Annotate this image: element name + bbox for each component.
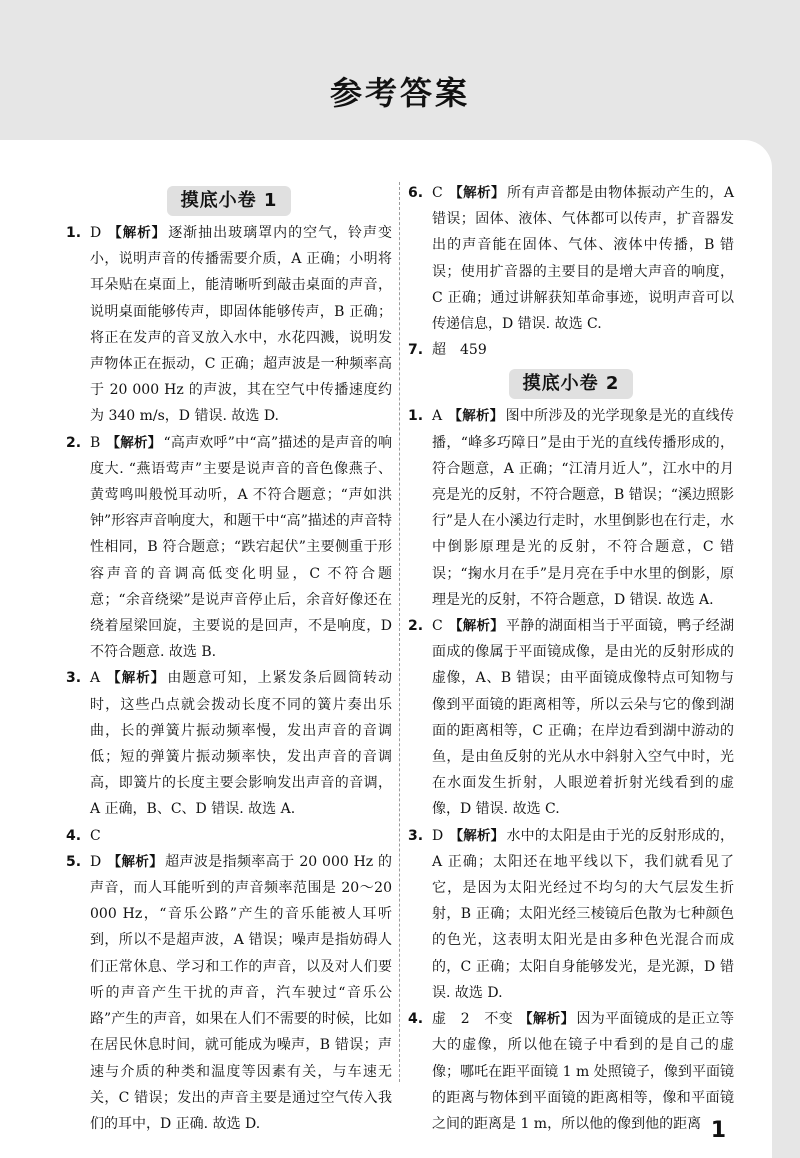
answer-item bbox=[66, 665, 392, 822]
question-number: 5. bbox=[66, 853, 82, 870]
page-number: 1 bbox=[710, 1118, 726, 1143]
answer-item bbox=[408, 180, 734, 337]
section-title: 摸底小卷 1 bbox=[167, 186, 292, 216]
answer-item bbox=[66, 430, 392, 666]
answer-item bbox=[408, 403, 734, 613]
analysis-tag: 【解析】 bbox=[448, 408, 504, 425]
answer-item bbox=[408, 823, 734, 1006]
answer-item bbox=[66, 849, 392, 1137]
analysis-text: 超声波是指频率高于 20 000 Hz 的声音，而人耳能听到的声音频率范围是 20～20 000 Hz，“音乐公路”产生的音乐能被人耳听到，所以不是超声波，A 错误；噪声是指妨碍人们正常休息、学习和工作的声音，以及对人们要听的声音产生干扰的声音，汽车驶过“音乐公路”产生的声音，如果在人们不需要的时候，比如在居民休息时间，就可能成为噪声，B 错误；声速与介质的种类和温度等因素有关，与车速无关，C 错误；发出的声音主要是通过空气传入我们的耳中，D 正确. 故选 D. bbox=[90, 853, 393, 1132]
question-number: 2. bbox=[66, 434, 82, 451]
answer-choice: C bbox=[432, 185, 443, 201]
answer-choice: C bbox=[432, 618, 443, 635]
analysis-tag: 【解析】 bbox=[448, 618, 505, 635]
question-number: 3. bbox=[66, 670, 82, 687]
analysis-text: 因为平面镜成的是正立等大的虚像，所以他在镜子中看到的是自己的虚像；哪吒在距平面镜 1 m 处照镜子，像到平面镜的距离与物体到平面镜的距离相等，像和平面镜之间的距离是 1 m，所以他的像到他的距离 bbox=[432, 1011, 734, 1132]
answer-choice: D bbox=[90, 853, 102, 870]
question-number: 6. bbox=[408, 185, 424, 201]
analysis-text: 逐渐抽出玻璃罩内的空气，铃声变小，说明声音的传播需要介质，A 正确；小明将耳朵贴在桌面上，能清晰听到敲击桌面的声音，说明桌面能够传声，即固体能够传声，B 正确；将正在发声的音叉放入水中，水花四溅，说明发声物体正在振动，C 正确；超声波是一种频率高于 20 000 Hz 的声波，其在空气中传播速度约为 340 m/s，D 错误. 故选 D. bbox=[90, 225, 393, 425]
question-number: 3. bbox=[408, 827, 424, 844]
question-number: 4. bbox=[408, 1011, 424, 1028]
analysis-tag: 【解析】 bbox=[519, 1011, 575, 1028]
answer-choice: D bbox=[432, 827, 444, 844]
question-number: 2. bbox=[408, 618, 424, 635]
analysis-text: 由题意可知，上紧发条后圆筒转动时，这些凸点就会拨动长度不同的簧片奏出乐曲，长的弹簧片振动频率慢，发出声音的音调低；短的弹簧片振动频率快，发出声音的音调高，即簧片的长度主要会影响发出声音的音调，A 正确，B、C、D 错误. 故选 A. bbox=[90, 670, 393, 818]
question-number: 1. bbox=[66, 225, 82, 241]
analysis-text: “高声欢呼”中“高”描述的是声音的响度大. “燕语莺声”主要是说声音的音色像燕子、黄莺鸣叫般悦耳动听，A 不符合题意；“声如洪钟”形容声音响度大，和题干中“高”描述的声音特性相同，B 符合题意；“跌宕起伏”主要侧重于形容声音的音调高低变化明显，C 不符合题意；“余音绕梁”是说声音停止后，余音好像还在绕着屋梁回旋，主要说的是回声，不是响度，D 不符合题意. 故选 B. bbox=[90, 434, 392, 661]
section-header-1 bbox=[66, 182, 392, 220]
section-title: 摸底小卷 2 bbox=[509, 369, 634, 399]
question-number: 4. bbox=[66, 827, 82, 844]
answer-item bbox=[408, 613, 734, 823]
analysis-text: 所有声音都是由物体振动产生的，A 错误；固体、液体、气体都可以传声，扩音器发出的声音能在固体、气体、液体中传播，B 错误；使用扩音器的主要目的是增大声音的响度，C 正确；通过讲解获知革命事迹，说明声音可以传递信息，D 错误. 故选 C. bbox=[432, 185, 734, 333]
page-title: 参考答案 bbox=[329, 74, 470, 112]
analysis-text: 平静的湖面相当于平面镜，鸭子经湖面成的像属于平面镜成像，是由光的反射形成的虚像，A、B 错误；由平面镜成像特点可知物与像到平面镜的距离相等，所以云朵与它的像到湖面的距离相等，C 正确；在岸边看到湖中游动的鱼，是由鱼反射的光从水中斜射入空气中时，光在水面发生折射，人眼逆着折射光线看到的虚像，D 错误. 故选 C. bbox=[432, 618, 735, 818]
left-column bbox=[66, 180, 392, 1137]
question-number: 7. bbox=[408, 342, 424, 359]
analysis-tag: 【解析】 bbox=[448, 185, 506, 201]
analysis-text: 图中所涉及的光学现象是光的直线传播，“峰多巧障日”是由于光的直线传播形成的，符合题意，A 正确；“江清月近人”，江水中的月亮是光的反射，不符合题意，B 错误；“溪边照影行”是人在小溪边行走时，水里倒影也在行走，水中倒影原理是光的反射，不符合题意，C 错误；“掬水月在手”是月亮在手中水里的倒影，原理是光的反射，不符合题意，D 错误. 故选 A. bbox=[432, 408, 734, 608]
answer-choice: A bbox=[90, 670, 101, 687]
column-divider bbox=[399, 182, 400, 1082]
answer-item bbox=[408, 1006, 734, 1137]
answer-choice: 超 459 bbox=[432, 342, 487, 359]
right-column bbox=[408, 180, 734, 1137]
question-number: 1. bbox=[408, 408, 424, 425]
answer-choice: A bbox=[432, 408, 443, 425]
answer-choice: C bbox=[90, 827, 101, 844]
answer-choice: 虚 2 不变 bbox=[432, 1011, 514, 1028]
answer-choice: D bbox=[90, 225, 102, 241]
answer-item bbox=[66, 220, 392, 430]
analysis-tag: 【解析】 bbox=[107, 853, 164, 870]
analysis-tag: 【解析】 bbox=[107, 225, 167, 241]
answer-item bbox=[408, 337, 734, 363]
analysis-tag: 【解析】 bbox=[106, 670, 166, 687]
section-header-2 bbox=[408, 365, 734, 403]
answer-item bbox=[66, 823, 392, 849]
analysis-text: 水中的太阳是由于光的反射形成的，A 正确；太阳还在地平线以下，我们就看见了它，是因为太阳光经过不均匀的大气层发生折射，B 正确；太阳光经三棱镜后色散为七种颜色的色光，这表明太阳光是由多种色光混合而成的，C 正确；太阳自身能够发光，是光源，D 错误. 故选 D. bbox=[432, 827, 735, 1001]
answer-choice: B bbox=[90, 434, 101, 451]
analysis-tag: 【解析】 bbox=[106, 434, 162, 451]
analysis-tag: 【解析】 bbox=[449, 827, 505, 844]
